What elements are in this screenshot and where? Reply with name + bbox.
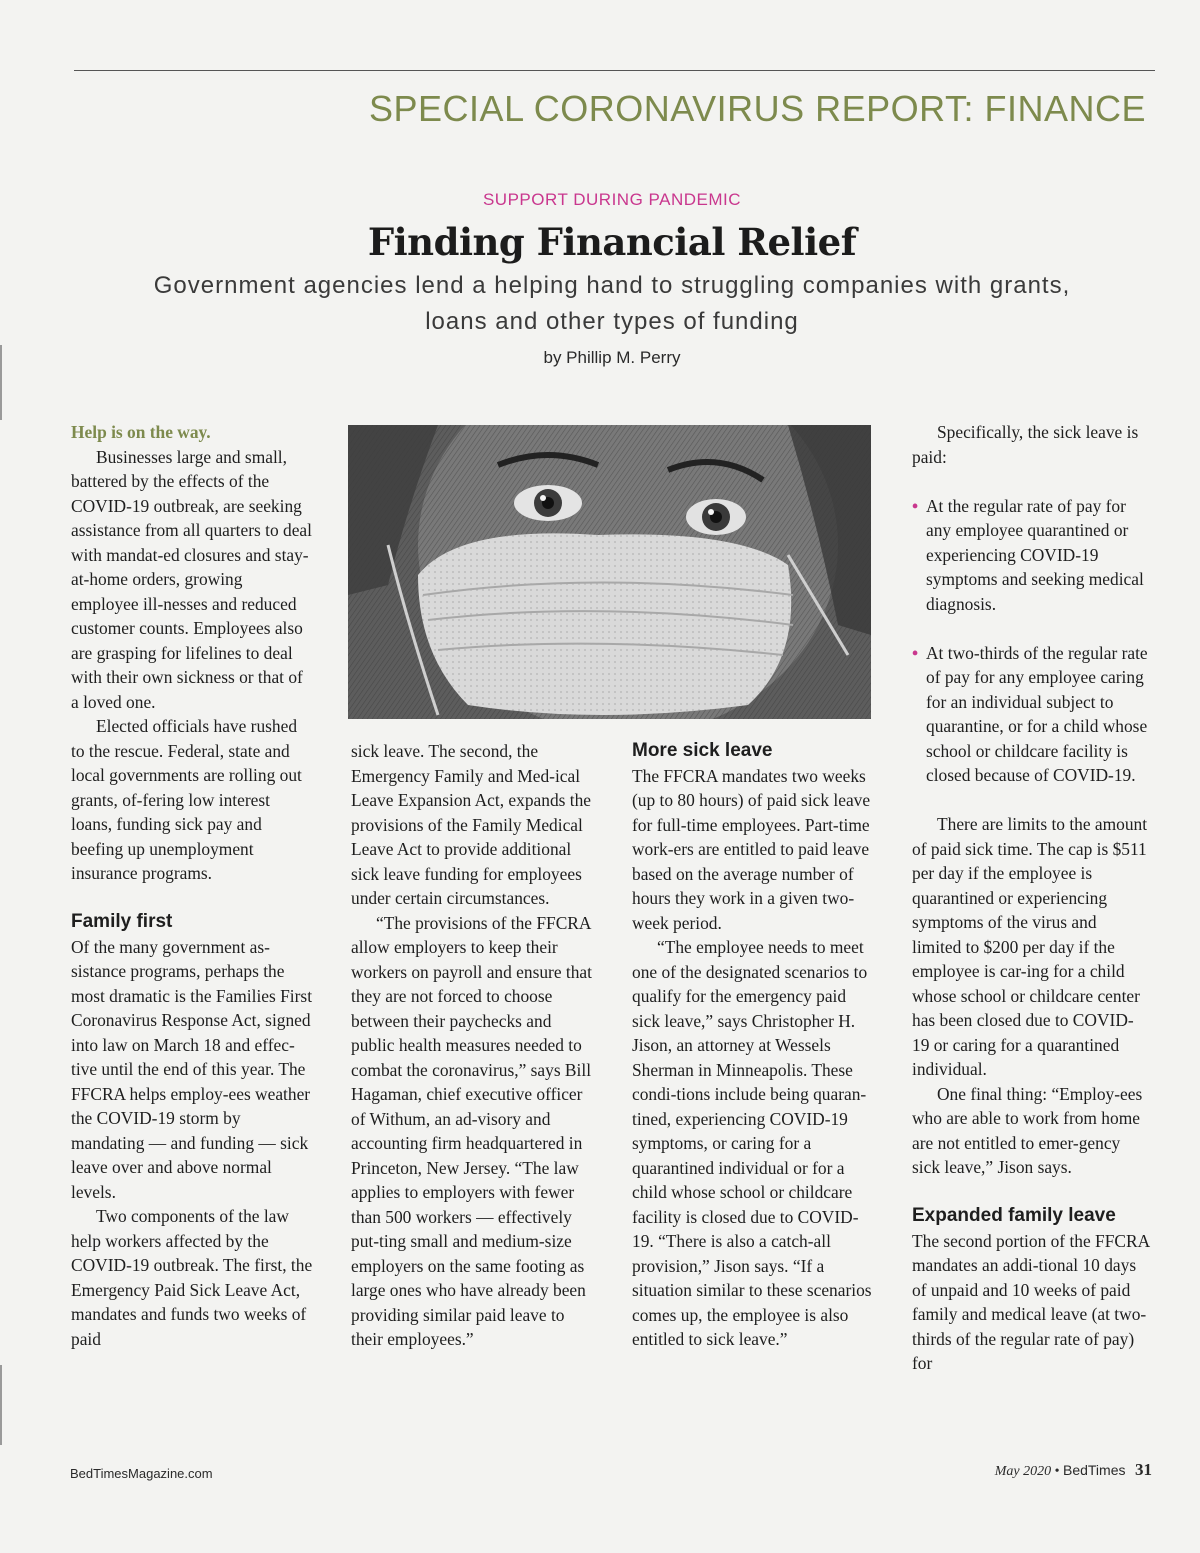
- article-headline: Finding Financial Relief: [367, 220, 857, 264]
- column-2: [351, 739, 593, 1352]
- bullet-item: [912, 494, 1150, 617]
- column-4: [912, 420, 1150, 1376]
- paragraph: There are limits to the amount of paid sick time. The cap is $511 per day if the employee is quarantined or experiencing symptoms of the virus and limited to $200 per day if the employee is car-ing for a child whose school or childcare center has been closed due to COVID-19 or caring for a quarantined individual.: [912, 814, 1148, 1079]
- paragraph: The second portion of the FFCRA mandates an addi-tional 10 days of unpaid and 10 weeks of paid family and medical leave (at two-thirds of the regular rate of pay) for: [912, 1230, 1150, 1373]
- article-byline: by Phillip M. Perry: [543, 348, 681, 367]
- footer-site-url: BedTimesMagazine.com: [70, 1466, 213, 1481]
- paragraph: “The provisions of the FFCRA allow employers to keep their workers on payroll and ensure that they are not forced to choose between their paychecks and public health measures needed to combat the coronavirus,” says Bill Hagaman, chief executive officer of Withum, an ad-visory and accounting firm headquartered in Princeton, New Jersey. “The law applies to employers with fewer than 500 workers — effectively put-ting small and medium-size employers on the same footing as large ones who have already been providing similar paid leave to their employees.”: [351, 912, 592, 1349]
- column-1: [71, 420, 313, 1351]
- paragraph: One final thing: “Employ-ees who are able to work from home are not entitled to emer-gency sick leave,” Jison says.: [912, 1083, 1143, 1177]
- section-title: SPECIAL CORONAVIRUS REPORT: FINANCE: [369, 88, 1146, 129]
- article-deck: Government agencies lend a helping hand to struggling companies with grants, loans and other types of funding: [153, 272, 1071, 335]
- masked-benjamin-franklin-photo: [348, 425, 871, 719]
- column-3: [632, 739, 874, 1352]
- header-rule: [74, 70, 1155, 71]
- photo-illustration: [348, 425, 871, 719]
- bullet-item: [912, 641, 1150, 788]
- paragraph: Elected officials have rushed to the rescue. Federal, state and local governments are rolling out grants, of-fering low interest loans, funding sick pay and beefing up unemployment insurance programs.: [71, 716, 302, 883]
- subhead-more-sick-leave: More sick leave: [632, 740, 773, 761]
- footer-folio: [995, 1460, 1152, 1480]
- paragraph: “The employee needs to meet one of the designated scenarios to qualify for the emergency paid sick leave,” says Christopher H. Jison, an attorney at Wessels Sherman in Minneapolis. These condi-tions include being quaran-tined, experiencing COVID-19 symptoms, or caring for a quarantined individual or for a child whose school or childcare facility is closed due to COVID-19. “There is also a catch-all provision,” Jison says. “If a situation similar to these scenarios comes up, the employee is also entitled to sick leave.”: [632, 937, 872, 1349]
- subhead-expanded-family-leave: Expanded family leave: [912, 1205, 1116, 1226]
- bullet-dot-icon: •: [912, 642, 919, 663]
- paragraph: Of the many government as-sistance programs, perhaps the most dramatic is the Families First Coronavirus Response Act, signed into law on March 18 and effec-tive until the end of this year. The FFCRA helps employ-ees weather the COVID-19 storm by mandating — and funding — sick leave over and above normal levels.: [71, 936, 313, 1202]
- footer-separator: •: [1054, 1464, 1060, 1479]
- paragraph: The FFCRA mandates two weeks (up to 80 hours) of paid sick leave for full-time employees. Part-time work-ers are entitled to paid leave based on the average number of hours they work in a given two-week period.: [632, 765, 871, 933]
- page-number: 31: [1135, 1460, 1152, 1479]
- footer-date: May 2020: [994, 1464, 1052, 1479]
- page-edge-mark: [0, 1365, 2, 1445]
- lead-in: Help is on the way.: [71, 422, 211, 442]
- paragraph: sick leave. The second, the Emergency Family and Med-ical Leave Expansion Act, expands the provisions of the Family Medical Leave Act to provide additional sick leave funding for employees under certain circumstances.: [351, 741, 592, 908]
- subhead-family-first: Family first: [71, 911, 173, 932]
- footer-brand: BedTimes: [1062, 1462, 1126, 1478]
- paragraph: Two components of the law help workers affected by the COVID-19 outbreak. The first, the Emergency Paid Sick Leave Act, mandates and funds two weeks of paid: [71, 1206, 313, 1349]
- article-kicker: SUPPORT DURING PANDEMIC: [482, 190, 742, 209]
- bullet-dot-icon: •: [912, 495, 919, 516]
- paragraph: Specifically, the sick leave is paid:: [912, 422, 1139, 467]
- bullet-text: At two-thirds of the regular rate of pay for any employee caring for an individual subject to quarantine, or for a child whose school or childcare facility is closed because of COVID-19.: [926, 642, 1148, 785]
- paragraph: Businesses large and small, battered by the effects of the COVID-19 outbreak, are seeking assistance from all quarters to deal with mandat-ed closures and stay-at-home orders, growing employee ill-nesses and reduced customer counts. Employees also are grasping for lifelines to deal with their own sickness or that of a loved one.: [71, 446, 312, 712]
- bullet-text: At the regular rate of pay for any employee quarantined or experiencing COVID-19 symptoms and seeking medical diagnosis.: [926, 495, 1144, 614]
